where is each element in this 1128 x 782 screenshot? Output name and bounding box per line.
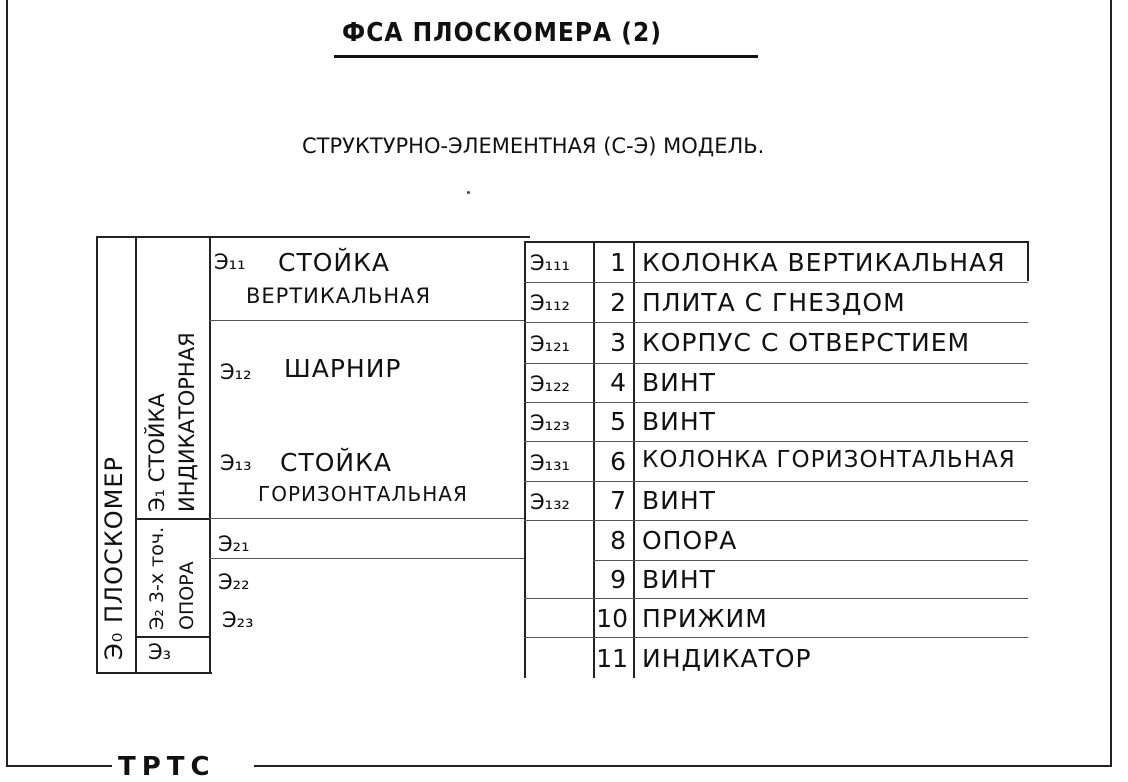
part-name-10: ПРИЖИМ: [642, 604, 768, 633]
level1-e1-label: Э₁ СТОЙКА ИНДИКАТОРНАЯ: [145, 332, 199, 512]
part-name-9: ВИНТ: [642, 565, 716, 594]
level2-e21-code: Э₂₁: [218, 532, 250, 556]
part-row-line-4: [524, 402, 1028, 403]
part-row-line-6: [524, 481, 1028, 482]
page-frame-right: [1110, 0, 1112, 766]
level2-e13-code: Э₁₃: [220, 451, 252, 475]
level3-code-4: Э₁₂₂: [530, 372, 570, 396]
level2-e11-name2: ВЕРТИКАЛЬНАЯ: [246, 284, 432, 308]
part-num-11: 11: [596, 644, 628, 673]
footer-logo: ТРТС: [118, 752, 216, 782]
part-row-line-10: [524, 637, 1028, 638]
part-row-line-9: [524, 598, 1028, 599]
part-num-6: 6: [610, 447, 626, 476]
part-name-4: ВИНТ: [642, 368, 716, 397]
part-name-8: ОПОРА: [642, 526, 738, 555]
table-bottom-border: [96, 672, 212, 674]
part-row-line-2: [524, 322, 1028, 323]
level2-e12-name: ШАРНИР: [284, 354, 402, 383]
level2-e11-code: Э₁₁: [214, 250, 246, 274]
part-name-6: КОЛОНКА ГОРИЗОНТАЛЬНАЯ: [642, 447, 1016, 473]
level2-e13-name2: ГОРИЗОНТАЛЬНАЯ: [258, 482, 468, 506]
part-num-7: 7: [610, 486, 626, 515]
part-num-3: 3: [610, 328, 626, 357]
col-line-1: [135, 236, 137, 673]
level2-e22-code: Э₂₂: [218, 570, 250, 594]
part-row-line-8: [593, 560, 1028, 561]
part-row-line-1: [524, 282, 1028, 283]
level3-code-7: Э₁₃₂: [530, 490, 570, 514]
level2-line-1: [209, 320, 524, 321]
part-row-line-7: [524, 520, 1028, 521]
level3-code-3: Э₁₂₁: [530, 332, 570, 356]
part-row-line-5: [524, 441, 1028, 442]
level3-code-6: Э₁₃₁: [530, 451, 570, 475]
page-frame-bottom-right: [254, 765, 1112, 767]
col-line-right: [1027, 241, 1029, 281]
part-num-1: 1: [610, 248, 626, 277]
part-row-line-3: [524, 363, 1028, 364]
col-line-2: [209, 236, 211, 673]
part-name-7: ВИНТ: [642, 486, 716, 515]
part-name-2: ПЛИТА С ГНЕЗДОМ: [642, 288, 906, 317]
page-subtitle: СТРУКТУРНО-ЭЛЕМЕНТНАЯ (С-Э) МОДЕЛЬ.: [302, 134, 765, 158]
part-name-11: ИНДИКАТОР: [642, 644, 812, 673]
part-name-3: КОРПУС С ОТВЕРСТИЕМ: [642, 328, 971, 357]
level3-code-5: Э₁₂₃: [530, 411, 570, 435]
part-name-1: КОЛОНКА ВЕРТИКАЛЬНАЯ: [642, 248, 1006, 277]
level2-e12-code: Э₁₂: [220, 360, 252, 384]
col-line-0: [96, 236, 98, 673]
table-top-border-left: [96, 236, 530, 238]
part-num-4: 4: [610, 368, 626, 397]
level2-e11-name: СТОЙКА: [278, 248, 390, 277]
page-title: ФСА ПЛОСКОМЕРА (2): [342, 18, 662, 48]
level3-code-2: Э₁₁₂: [530, 291, 570, 315]
part-num-9: 9: [610, 565, 626, 594]
stray-dot: [467, 191, 470, 194]
level1-split-b: [135, 636, 211, 638]
level1-e2-label: Э₂ 3-х точ. ОПОРА: [146, 526, 198, 630]
title-underline: [334, 55, 758, 58]
level2-line-3: [209, 558, 524, 559]
col-line-3: [524, 241, 526, 678]
part-num-8: 8: [610, 526, 626, 555]
part-num-2: 2: [610, 288, 626, 317]
part-num-5: 5: [610, 407, 626, 436]
page-frame-bottom-left: [6, 765, 112, 767]
part-name-5: ВИНТ: [642, 407, 716, 436]
page-frame-left: [6, 0, 8, 766]
level0-label: Э₀ ПЛОСКОМЕР: [100, 455, 128, 660]
level2-line-2: [209, 518, 524, 519]
level2-e13-name: СТОЙКА: [280, 448, 392, 477]
level1-e3-label: Э₃: [148, 640, 172, 664]
table-top-border-right: [524, 241, 1028, 243]
level3-code-1: Э₁₁₁: [530, 251, 570, 275]
level2-e23-code: Э₂₃: [222, 608, 254, 632]
part-num-10: 10: [596, 604, 628, 633]
col-line-5: [633, 241, 635, 678]
